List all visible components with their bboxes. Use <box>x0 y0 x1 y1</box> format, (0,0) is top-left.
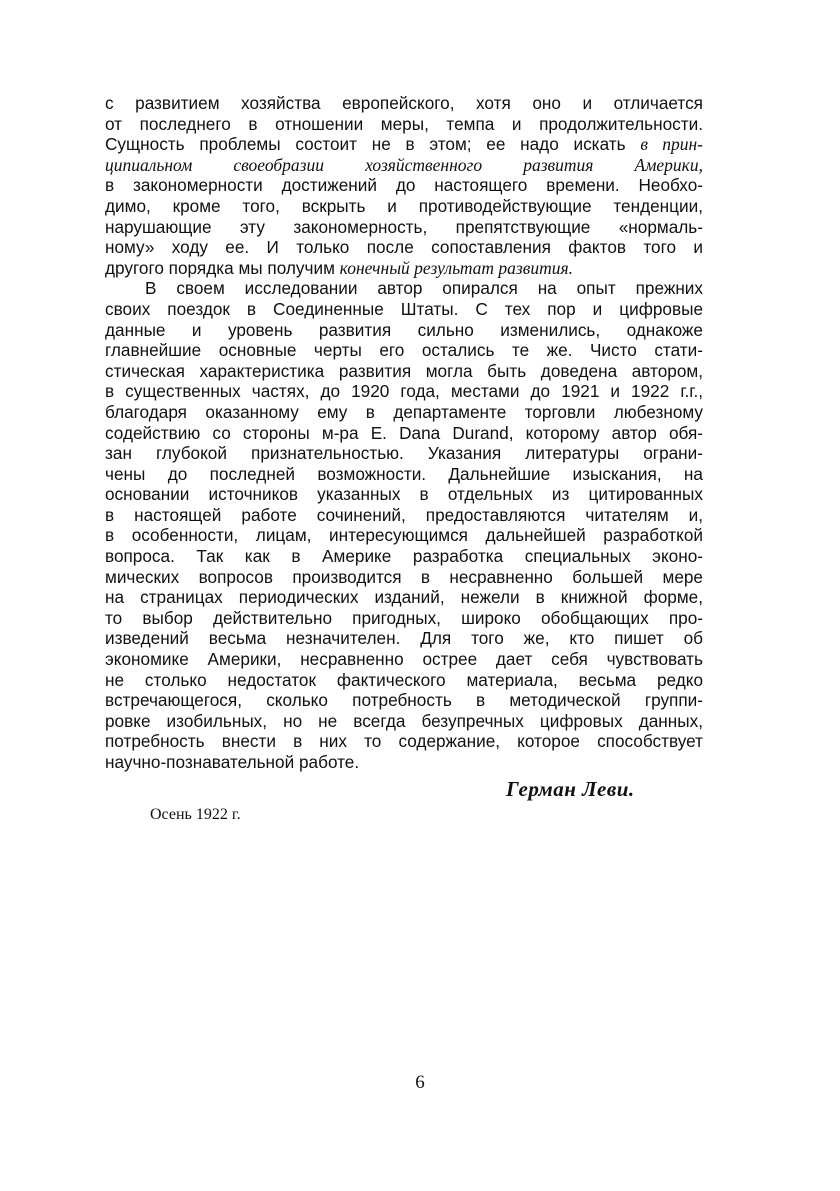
text-line: в существенных частях, до 1920 года, местами до 1921 и 1922 г.г., <box>105 381 703 402</box>
text-line: не столько недостаток фактического материала, весьма редко <box>105 669 703 690</box>
author-signature: Герман Леви. <box>506 777 635 801</box>
text-line: стическая характеристика развития могла быть доведена автором, <box>105 360 703 381</box>
page-number: 6 <box>415 1072 425 1093</box>
text-line: от последнего в отношении меры, темпа и продолжительности. <box>105 113 703 134</box>
text-line <box>105 258 703 279</box>
text-line: научно-познавательной работе. <box>105 752 360 772</box>
text-line: на страницах периодических изданий, нежели в книжной форме, <box>105 587 703 608</box>
text-line: зан глубокой признательностью. Указания литературы ограни- <box>105 443 703 464</box>
italic-line: ципиальном своеобразии хозяйственного развития Америки, <box>105 154 703 175</box>
text-line: в особенности, лицам, интересующимся дальнейшей разработкой <box>105 525 703 546</box>
text-segment: Сущность проблемы состоит не в этом; ее надо искать <box>105 134 641 155</box>
text-line: в настоящей работе сочинений, предоставляются читателям и, <box>105 504 703 525</box>
text-line: содействию со стороны м-ра E. Dana Durand, которому автор обя- <box>105 422 703 443</box>
text-line: нарушающие эту закономерность, препятствующие «нормаль- <box>105 216 703 237</box>
text-line: ровке изобильных, но не всегда безупречных цифровых данных, <box>105 710 703 731</box>
text-line: главнейшие основные черты его остались те же. Чисто стати- <box>105 340 703 361</box>
italic-segment: в прин- <box>640 134 703 155</box>
body-text <box>105 93 703 773</box>
text-line: встречающегося, сколько потребность в методической группи- <box>105 690 703 711</box>
text-line: основании источников указанных в отдельных из цитированных <box>105 484 703 505</box>
text-line <box>105 134 703 155</box>
text-line: экономике Америки, несравненно острее дает себя чувствовать <box>105 649 703 670</box>
text-line: мических вопросов производится в несравненно большей мере <box>105 566 703 587</box>
text-line: вопроса. Так как в Америке разработка специальных эконо- <box>105 546 703 567</box>
date-line: Осень 1922 г. <box>150 806 241 823</box>
text-line: потребность внести в них то содержание, которое способствует <box>105 731 703 752</box>
text-line: данные и уровень развития сильно изменились, однакоже <box>105 319 703 340</box>
text-line: с развитием хозяйства европейского, хотя оно и отличается <box>105 93 703 113</box>
italic-segment: конечный результат развития. <box>339 257 574 278</box>
text-line: изведений весьма незначителен. Для того же, кто пишет об <box>105 628 703 649</box>
text-line: благодаря оказанному ему в департаменте торговли любезному <box>105 401 703 422</box>
text-line: своих поездок в Соединенные Штаты. С тех пор и цифровые <box>105 298 703 319</box>
text-line: чены до последней возможности. Дальнейшие изыскания, на <box>105 463 703 484</box>
text-segment: другого порядка мы получим <box>105 257 340 278</box>
text-line: ному» ходу ее. И только после сопоставления фактов того и <box>105 237 703 258</box>
text-line: то выбор действительно пригодных, широко обобщающих про- <box>105 607 703 628</box>
text-line: димо, кроме того, вскрыть и противодействующие тенденции, <box>105 195 703 216</box>
text-line: в закономерности достижений до настоящего времени. Необхо- <box>105 175 703 196</box>
text-line: В своем исследовании автор опирался на опыт прежних <box>145 278 703 299</box>
